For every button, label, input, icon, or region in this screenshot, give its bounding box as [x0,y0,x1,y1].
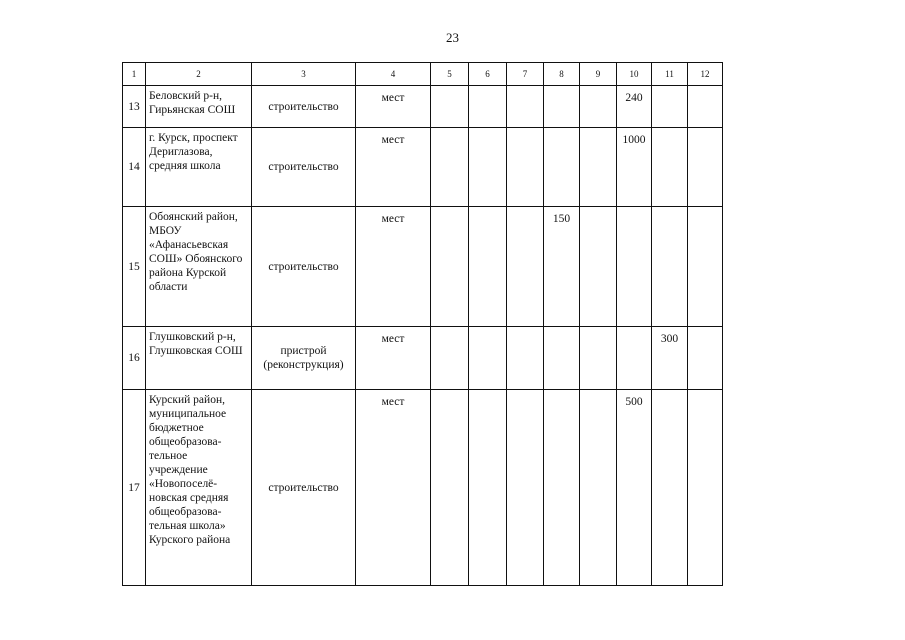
object-name: Беловский р-н, Гирьянская СОШ [146,86,252,128]
object-name: Курский район, муниципальное бюджетное общеобразова-тельное учреждение «Новопоселё-новская средняя общеобразова-тельная школа» Курского района [146,390,252,586]
column-header: 2 [146,63,252,86]
work-type: пристрой (реконструкция) [252,327,356,390]
work-type: строительство [252,128,356,207]
value-cell-col8 [544,390,580,586]
column-header: 6 [469,63,507,86]
object-name: г. Курск, проспект Дериглазова, средняя школа [146,128,252,207]
column-header: 12 [688,63,723,86]
empty-cell [469,327,507,390]
column-header: 5 [431,63,469,86]
row-number: 15 [123,207,146,327]
table-row [123,128,723,207]
table-row [123,86,723,128]
empty-cell [469,390,507,586]
empty-cell [688,128,723,207]
value-cell-col8 [544,327,580,390]
column-header: 10 [617,63,652,86]
value-cell-col10: 240 [617,86,652,128]
row-number: 16 [123,327,146,390]
object-name: Обоянский район, МБОУ «Афанасьевская СОШ» Обоянского района Курской области [146,207,252,327]
column-header: 3 [252,63,356,86]
empty-cell [580,327,617,390]
object-name: Глушковский р-н, Глушковская СОШ [146,327,252,390]
empty-cell [580,86,617,128]
work-type: строительство [252,86,356,128]
value-cell-col11 [652,390,688,586]
empty-cell [688,327,723,390]
value-cell-col11 [652,207,688,327]
value-cell-col11: 300 [652,327,688,390]
unit-cell: мест [356,390,431,586]
empty-cell [431,327,469,390]
empty-cell [507,390,544,586]
table-header-row [123,63,723,86]
empty-cell [431,390,469,586]
work-type: строительство [252,207,356,327]
empty-cell [469,207,507,327]
column-header: 4 [356,63,431,86]
value-cell-col11 [652,128,688,207]
column-header: 11 [652,63,688,86]
table-row [123,390,723,586]
column-header: 1 [123,63,146,86]
table-row [123,207,723,327]
value-cell-col8: 150 [544,207,580,327]
empty-cell [507,207,544,327]
empty-cell [507,86,544,128]
unit-cell: мест [356,128,431,207]
row-number: 14 [123,128,146,207]
empty-cell [469,86,507,128]
empty-cell [431,207,469,327]
value-cell-col10 [617,207,652,327]
empty-cell [688,86,723,128]
column-header: 7 [507,63,544,86]
page-number: 23 [446,30,459,45]
data-table [122,62,723,586]
row-number: 17 [123,390,146,586]
value-cell-col11 [652,86,688,128]
empty-cell [688,207,723,327]
value-cell-col8 [544,128,580,207]
empty-cell [580,390,617,586]
column-header: 8 [544,63,580,86]
work-type: строительство [252,390,356,586]
value-cell-col10: 500 [617,390,652,586]
empty-cell [580,128,617,207]
value-cell-col10: 1000 [617,128,652,207]
empty-cell [431,128,469,207]
empty-cell [580,207,617,327]
empty-cell [507,327,544,390]
unit-cell: мест [356,327,431,390]
row-number: 13 [123,86,146,128]
empty-cell [507,128,544,207]
value-cell-col8 [544,86,580,128]
column-header: 9 [580,63,617,86]
empty-cell [469,128,507,207]
unit-cell: мест [356,207,431,327]
empty-cell [431,86,469,128]
unit-cell: мест [356,86,431,128]
value-cell-col10 [617,327,652,390]
empty-cell [688,390,723,586]
table-row [123,327,723,390]
